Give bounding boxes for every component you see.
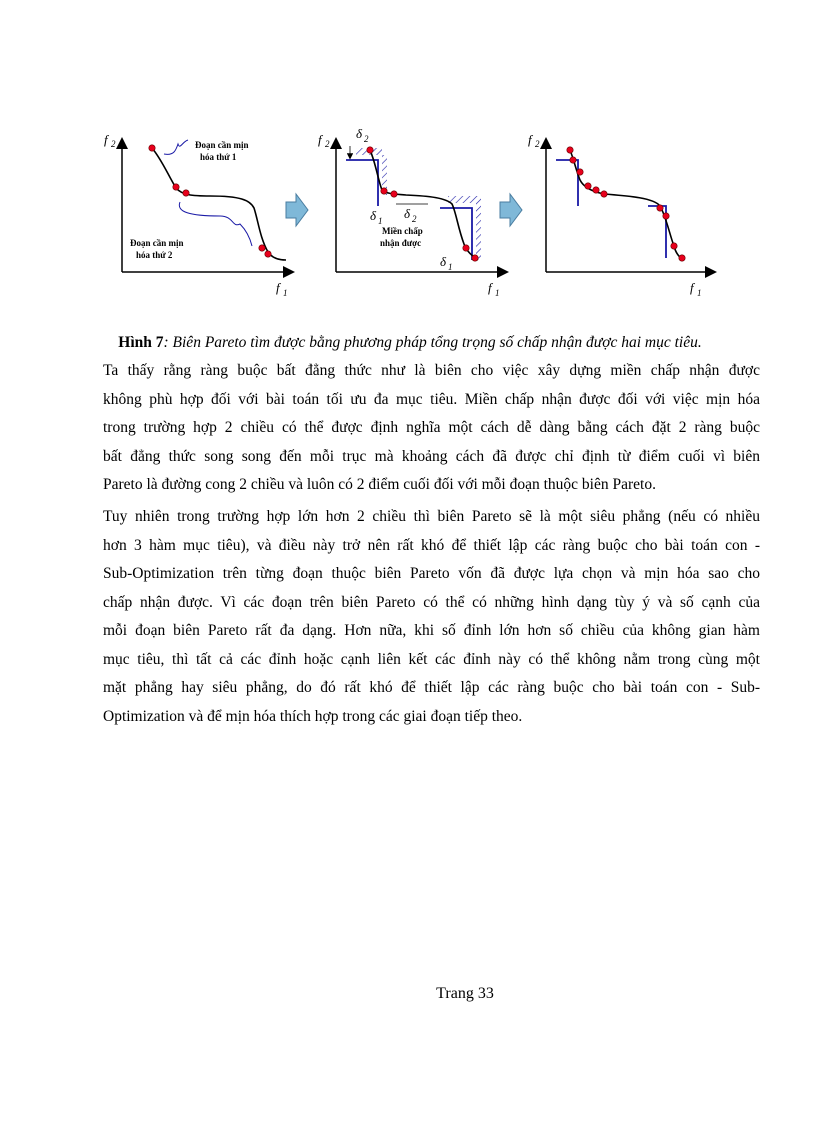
p2-delta-left: δ <box>370 208 377 223</box>
p1-annotation-bottom: Đoạn cần mịn hóa thứ 2 <box>130 238 184 260</box>
p1-brace-bottom <box>179 202 252 246</box>
arrow-1-icon <box>286 194 308 226</box>
paragraph-line: mục tiêu, thì tất cả các đỉnh hoặc cạnh liên kết các đỉnh này có thể không nằm trong cùng một <box>103 650 760 668</box>
p1-x-sub: 1 <box>283 288 288 298</box>
panel-3 <box>528 132 714 298</box>
paragraph-line: Optimization và để mịn hóa thích hợp trong các giai đoạn tiếp theo. <box>103 707 523 725</box>
p2-delta-top: δ <box>356 126 363 141</box>
p2-hatch-right <box>476 196 481 262</box>
p2-y-label: f <box>318 132 322 147</box>
p3-points <box>567 147 685 261</box>
caption-text: : Biên Pareto tìm được bằng phương pháp tổng trọng số chấp nhận được hai mục tiêu. <box>163 334 702 351</box>
p2-delta-right: δ <box>440 254 447 269</box>
p3-y-sub: 2 <box>535 139 540 149</box>
panel-2 <box>318 126 506 298</box>
panel-1 <box>104 132 292 298</box>
paragraph-line: Tuy nhiên trong trường hợp lớn hơn 2 chiều thì biên Pareto sẽ là một siêu phẳng (nếu có nhiều <box>103 508 760 525</box>
paragraph-2 <box>103 503 760 731</box>
p3-y-label: f <box>528 132 532 147</box>
paragraph-line: mặt phẳng hay siêu phẳng, do đó rất khó để thiết lập các ràng buộc cho bài toán con - Sub- <box>103 679 760 696</box>
p3-x-sub: 1 <box>697 288 702 298</box>
paragraph-line: Ta thấy rằng ràng buộc bất đẳng thức như là biên cho việc xây dựng miền chấp nhận được <box>103 362 760 379</box>
p2-delta-left-sub: 1 <box>378 216 383 226</box>
arrow-2-icon <box>500 194 522 226</box>
p2-region-label: Miền chấp nhận được <box>380 226 423 248</box>
paragraph-line: Sub-Optimization trên từng đoạn thuộc biên Pareto vốn đã được lựa chọn và mịn hóa sao cho <box>103 565 760 582</box>
p3-x-label: f <box>690 280 694 295</box>
p2-hatch-mid <box>448 196 476 203</box>
p2-delta-mid: δ <box>404 206 411 221</box>
paragraph-line: chấp nhận được. Vì các đoạn trên biên Pareto có thể có những hình dạng tùy ý và số cạnh của <box>103 593 760 611</box>
p1-y-label: f <box>104 132 108 147</box>
p2-x-label: f <box>488 280 492 295</box>
p1-x-label: f <box>276 280 280 295</box>
paragraph-line: hơn 3 hàm mục tiêu), và điều này trở nên rất khó để thiết lập các ràng buộc cho bài toán con - <box>103 536 760 554</box>
p1-brace-top <box>164 140 188 154</box>
p1-y-sub: 2 <box>111 139 116 149</box>
figure-caption <box>60 334 760 352</box>
p2-x-sub: 1 <box>495 288 500 298</box>
pareto-figure <box>100 120 740 310</box>
paragraph-1 <box>103 357 760 500</box>
p2-delta-right-sub: 1 <box>448 262 453 272</box>
paragraph-line: mỗi đoạn biên Pareto rất đa dạng. Hơn nữa, khi số đỉnh lớn hơn số chiều của không gian hàm <box>103 622 760 639</box>
p1-annotation-top: Đoạn cần mịn hóa thứ 1 <box>195 140 249 162</box>
page-number: Trang 33 <box>436 985 494 1002</box>
caption-label: Hình 7 <box>118 334 164 351</box>
p2-delta-top-sub: 2 <box>364 134 369 144</box>
paragraph-line: bất đẳng thức song song đến mỗi trục mà khoảng cách đã được chỉ định từ điểm cuối vì biên <box>103 447 760 465</box>
p2-y-sub: 2 <box>325 139 330 149</box>
p2-delta-mid-sub: 2 <box>412 214 417 224</box>
p3-constraints <box>556 160 666 258</box>
paragraph-line: Pareto là đường cong 2 chiều và luôn có 2 điểm cuối đối với mỗi đoạn thuộc biên Pareto. <box>103 476 656 493</box>
paragraph-line: trong trường hợp 2 chiều có thể được định nghĩa một cách dễ dàng bằng cách đặt 2 ràng buộc <box>103 419 760 436</box>
paragraph-line: không phù hợp đối với bài toán tối ưu đa mục tiêu. Miền chấp nhận được đối với việc mịn hóa <box>103 390 760 408</box>
